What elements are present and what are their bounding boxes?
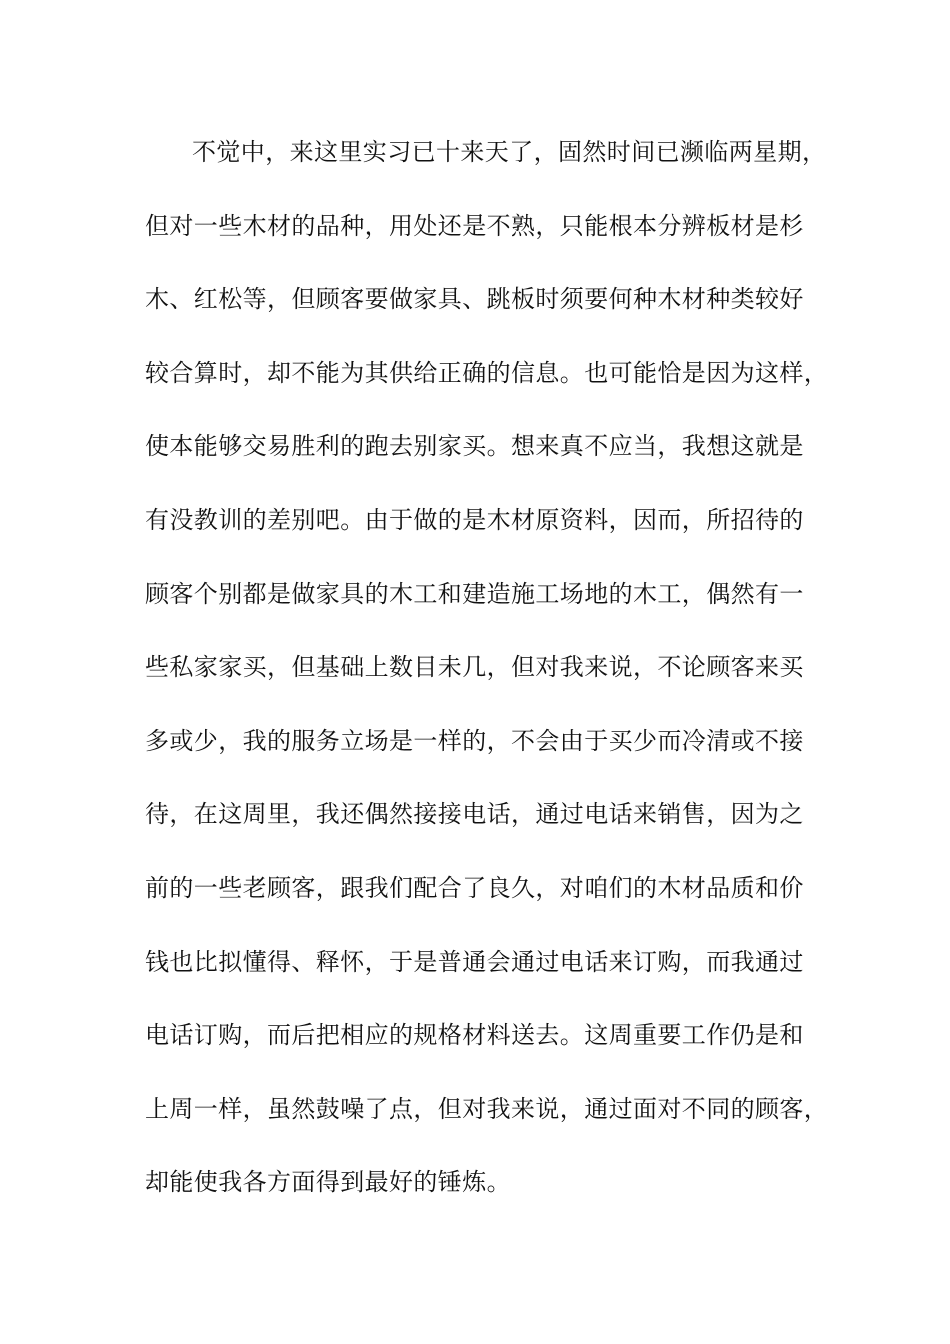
paragraph-line-12: 钱也比拟懂得、释怀，于是普通会通过电话来订购，而我通过 — [145, 947, 804, 976]
paragraph-line-8: 些私家家买，但基础上数目未几，但对我来说，不论顾客来买 — [145, 653, 804, 682]
paragraph-line-7: 顾客个别都是做家具的木工和建造施工场地的木工，偶然有一 — [145, 579, 804, 608]
paragraph-line-5: 使本能够交易胜利的跑去别家买。想来真不应当，我想这就是 — [145, 432, 804, 461]
paragraph-line-14: 上周一样，虽然鼓噪了点，但对我来说，通过面对不同的顾客， — [145, 1094, 829, 1123]
paragraph-line-2: 但对一些木材的品种，用处还是不熟，只能根本分辨板材是杉 — [145, 211, 804, 240]
paragraph-line-6: 有没教训的差别吧。由于做的是木材原资料，因而，所招待的 — [145, 505, 804, 534]
paragraph-line-1: 不觉中，来这里实习已十来天了，固然时间已濒临两星期， — [192, 138, 827, 166]
paragraph-line-15: 却能使我各方面得到最好的锤炼。 — [145, 1168, 511, 1197]
paragraph-line-4: 较合算时，却不能为其供给正确的信息。也可能恰是因为这样， — [145, 358, 829, 387]
paragraph — [145, 131, 829, 1235]
paragraph-line-10: 待，在这周里，我还偶然接接电话，通过电话来销售，因为之 — [145, 800, 804, 829]
paragraph-line-11: 前的一些老顾客，跟我们配合了良久，对咱们的木材品质和价 — [145, 873, 804, 902]
paragraph-line-13: 电话订购，而后把相应的规格材料送去。这周重要工作仍是和 — [145, 1021, 804, 1050]
paragraph-line-9: 多或少，我的服务立场是一样的，不会由于买少而冷清或不接 — [145, 726, 804, 755]
paragraph-line-3: 木、红松等，但顾客要做家具、跳板时须要何种木材种类较好 — [145, 285, 804, 314]
